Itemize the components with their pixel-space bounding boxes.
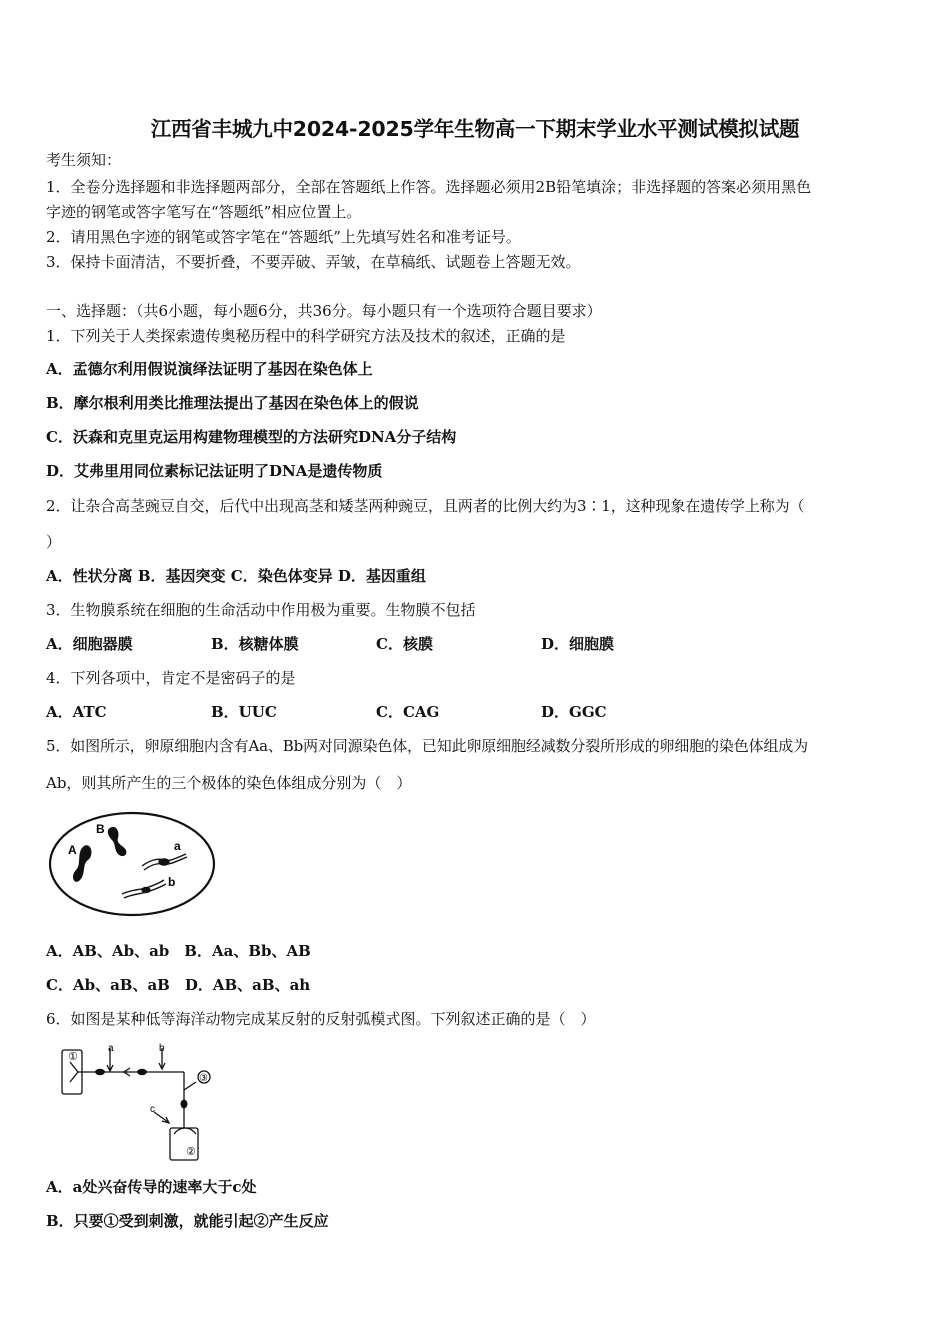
- q2-options: A．性状分离 B．基因突变 C．染色体变异 D．基因重组: [46, 567, 426, 585]
- figure6-label-2: ②: [186, 1146, 196, 1158]
- q3-option-d: D．细胞膜: [541, 635, 615, 653]
- q3-stem: 3．生物膜系统在细胞的生命活动中作用极为重要。生物膜不包括: [46, 601, 476, 619]
- chromosome-b-small: [122, 880, 166, 898]
- q2-stem-line-2: ）: [46, 533, 62, 551]
- q4-option-a: A．ATC: [46, 703, 107, 721]
- page-title: 江西省丰城九中2024-2025学年生物高一下期末学业水平测试模拟试题: [150, 117, 800, 141]
- figure5-label-b: b: [168, 875, 176, 889]
- q6-option-b: B．只要①受到刺激，就能引起②产生反应: [46, 1212, 329, 1230]
- figure5-label-A: A: [68, 843, 77, 857]
- notice-heading: 考生须知：: [46, 151, 122, 169]
- figure6-label-a: a: [108, 1043, 114, 1054]
- q5-stem-line-1: 5．如图所示，卵原细胞内含有Aa、Bb两对同源染色体，已知此卵原细胞经减数分裂所形成的卵细胞的染色体组成为: [46, 737, 808, 755]
- q4-option-d: D．GGC: [541, 703, 607, 721]
- q4-stem: 4．下列各项中，肯定不是密码子的是: [46, 669, 296, 687]
- q1-stem: 1．下列关于人类探索遗传奥秘历程中的科学研究方法及技术的叙述，正确的是: [46, 327, 566, 345]
- q3-option-a: A．细胞器膜: [46, 635, 133, 653]
- reflex-arc-figure: [58, 1042, 218, 1164]
- q1-option-c: C．沃森和克里克运用构建物理模型的方法研究DNA分子结构: [46, 428, 457, 446]
- figure6-label-b: b: [159, 1043, 165, 1054]
- q5-stem-line-2: Ab，则其所产生的三个极体的染色体组成分别为（ ）: [46, 774, 412, 792]
- figure6-label-c: c: [150, 1104, 155, 1115]
- q5-options-line-2: C．Ab、aB、aB D．AB、aB、ah: [46, 976, 311, 994]
- notice-item-1-line-2: 字迹的钢笔或答字笔写在“答题纸”相应位置上。: [46, 203, 362, 221]
- q1-option-b: B．摩尔根利用类比推理法提出了基因在染色体上的假说: [46, 394, 419, 412]
- figure5-label-B: B: [96, 822, 105, 836]
- section-heading: 一、选择题：（共6小题，每小题6分，共36分。每小题只有一个选项符合题目要求）: [46, 302, 602, 320]
- q4-option-b: B．UUC: [211, 703, 277, 721]
- figure6-label-1: ①: [68, 1051, 78, 1063]
- notice-item-3: 3．保持卡面清洁，不要折叠，不要弄破、弄皱，在草稿纸、试题卷上答题无效。: [46, 253, 581, 271]
- oocyte-chromosome-figure: [46, 808, 218, 920]
- notice-item-2: 2．请用黑色字迹的钢笔或答字笔在“答题纸”上先填写姓名和准考证号。: [46, 228, 521, 246]
- q2-stem-line-1: 2．让杂合高茎豌豆自交，后代中出现高茎和矮茎两种豌豆，且两者的比例大约为3∶1，这种现象在遗传学上称为（: [46, 497, 805, 515]
- notice-item-1-line-1: 1．全卷分选择题和非选择题两部分，全部在答题纸上作答。选择题必须用2B铅笔填涂；非选择题的答案必须用黑色: [46, 178, 812, 196]
- chromosome-b-large: [108, 827, 127, 856]
- q5-options-line-1: A．AB、Ab、ab B．Aa、Bb、AB: [46, 942, 311, 960]
- figure6-label-3: ③: [199, 1073, 208, 1084]
- figure5-label-a: a: [174, 839, 181, 853]
- q4-option-c: C．CAG: [376, 703, 440, 721]
- q1-option-a: A．孟德尔利用假说演绎法证明了基因在染色体上: [46, 360, 373, 378]
- q3-option-b: B．核糖体膜: [211, 635, 299, 653]
- q6-option-a: A．a处兴奋传导的速率大于c处: [46, 1178, 257, 1196]
- q6-stem: 6．如图是某种低等海洋动物完成某反射的反射弧模式图。下列叙述正确的是（ ）: [46, 1010, 596, 1028]
- chromosome-a-small: [142, 854, 187, 870]
- q1-option-d: D．艾弗里用同位素标记法证明了DNA是遗传物质: [46, 462, 383, 480]
- q3-option-c: C．核膜: [376, 635, 433, 653]
